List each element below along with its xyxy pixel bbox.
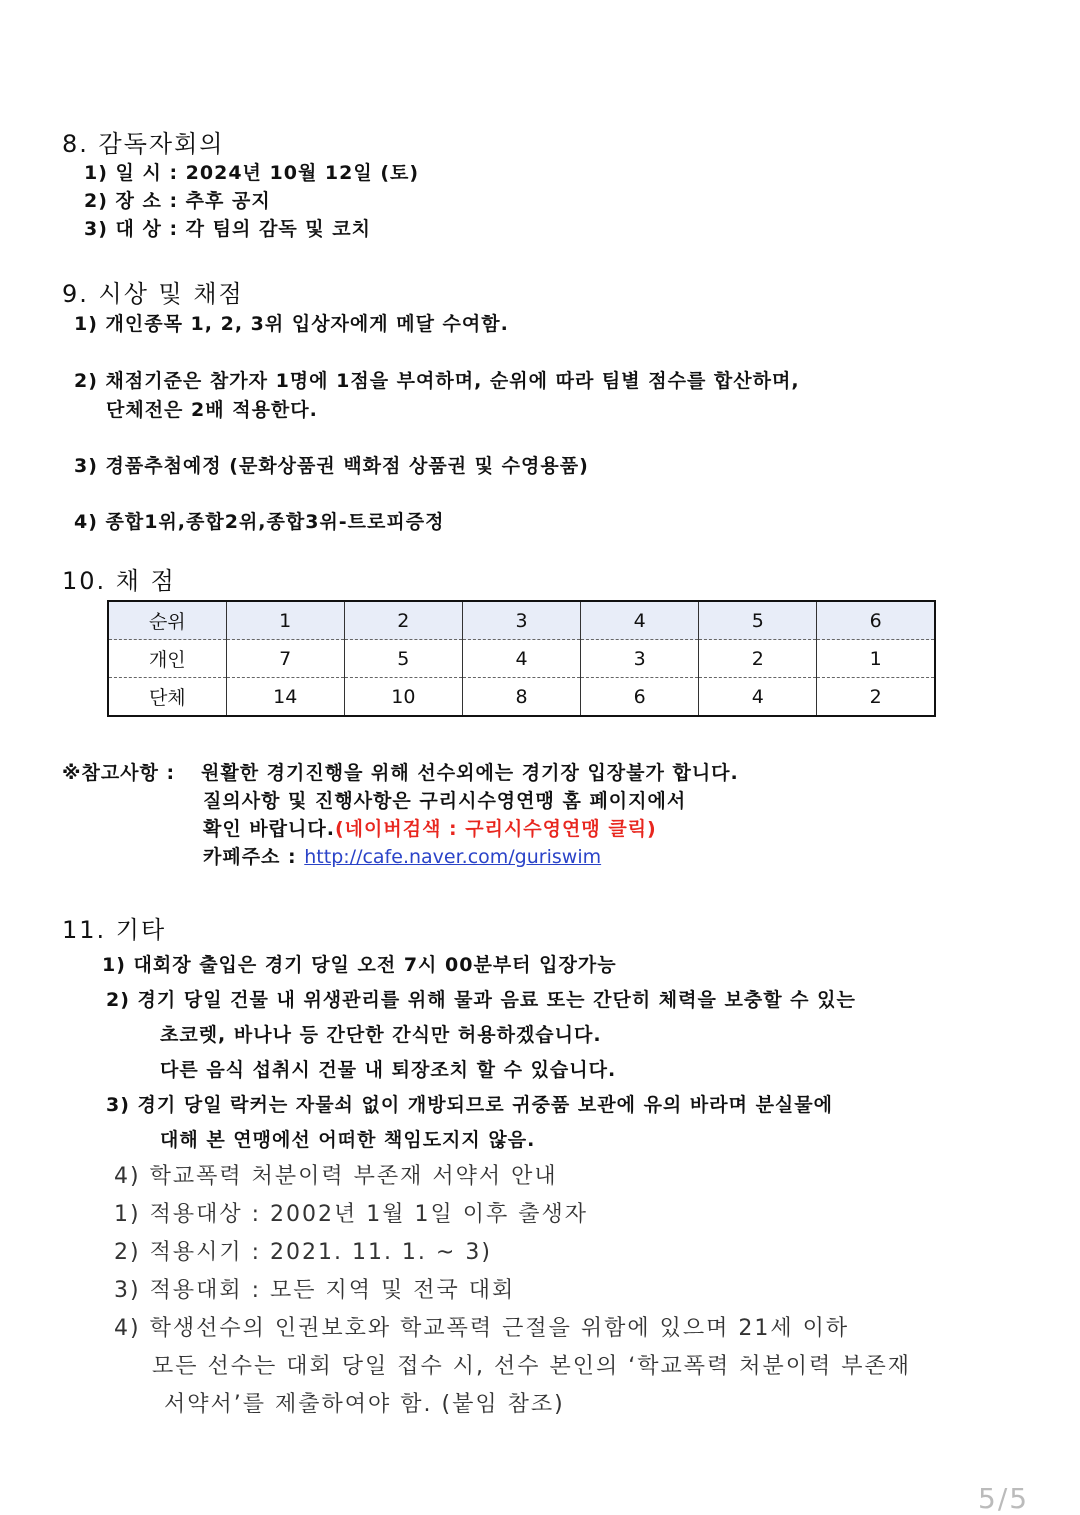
section-11-title: 11. 기타 xyxy=(62,916,167,944)
sec9-item-2: 2) 채점기준은 참가자 1명에 1점을 부여하며, 순위에 따라 팀별 점수를 합산하며, xyxy=(74,370,800,392)
table-cell: 7 xyxy=(226,640,344,678)
table-cell: 14 xyxy=(226,678,344,717)
page-indicator: 5/5 xyxy=(978,1482,1030,1515)
table-cell: 8 xyxy=(462,678,580,717)
table-cell: 단체 xyxy=(108,678,226,717)
sec11-item-2-cont-2: 다른 음식 섭취시 건물 내 퇴장조치 할 수 있습니다. xyxy=(160,1059,617,1081)
sec9-item-4: 4) 종합1위,종합2위,종합3위-트로피증정 xyxy=(74,511,445,533)
note-line-2: 질의사항 및 진행사항은 구리시수영연맹 홈 페이지에서 xyxy=(203,790,687,812)
sec11-item-1: 1) 대회장 출입은 경기 당일 오전 7시 00분부터 입장가능 xyxy=(102,954,617,976)
table-cell: 개인 xyxy=(108,640,226,678)
table-cell: 1 xyxy=(817,640,935,678)
table-cell: 4 xyxy=(699,678,817,717)
note-line-1: 원활한 경기진행을 위해 선수외에는 경기장 입장불가 합니다. xyxy=(201,762,739,784)
cafe-address-label: 카페주소 : xyxy=(203,846,297,868)
table-row xyxy=(108,678,935,717)
notice-item-target: 1) 적용대상 : 2002년 1월 1일 이후 출생자 xyxy=(114,1202,588,1227)
table-cell: 순위 xyxy=(108,601,226,640)
notice-item-competitions: 3) 적용대회 : 모든 지역 및 전국 대회 xyxy=(114,1278,516,1303)
section-8-title: 8. 감독자회의 xyxy=(62,130,225,158)
sec9-item-2-cont: 단체전은 2배 적용한다. xyxy=(106,399,318,421)
table-cell: 10 xyxy=(344,678,462,717)
sec9-item-3: 3) 경품추첨예정 (문화상품권 백화점 상품권 및 수영용품) xyxy=(74,455,589,477)
notice-item-period: 2) 적용시기 : 2021. 11. 1. ~ 3) xyxy=(114,1240,492,1265)
table-cell: 3 xyxy=(581,640,699,678)
table-cell: 4 xyxy=(581,601,699,640)
table-cell: 6 xyxy=(817,601,935,640)
table-cell: 3 xyxy=(462,601,580,640)
sec9-item-1: 1) 개인종목 1, 2, 3위 입상자에게 메달 수여함. xyxy=(74,313,509,335)
table-cell: 6 xyxy=(581,678,699,717)
sec11-item-2: 2) 경기 당일 건물 내 위생관리를 위해 물과 음료 또는 간단히 체력을 보충할 수 있는 xyxy=(106,989,856,1011)
table-header-row xyxy=(108,601,935,640)
table-cell: 2 xyxy=(817,678,935,717)
table-cell: 4 xyxy=(462,640,580,678)
notice-item-purpose: 4) 학생선수의 인권보호와 학교폭력 근절을 위함에 있으며 21세 이하 xyxy=(114,1316,850,1341)
sec8-item-date: 1) 일 시 : 2024년 10월 12일 (토) xyxy=(84,162,420,184)
section-10-title: 10. 채 점 xyxy=(62,567,176,595)
naver-search-hint: (네이버검색 : 구리시수영연맹 클릭) xyxy=(334,818,657,840)
section-9-title: 9. 시상 및 채점 xyxy=(62,280,244,308)
table-cell: 5 xyxy=(344,640,462,678)
note-line-3 xyxy=(203,814,657,841)
table-row xyxy=(108,640,935,678)
table-cell: 1 xyxy=(226,601,344,640)
notice-item-purpose-cont-1: 모든 선수는 대회 당일 접수 시, 선수 본인의 ‘학교폭력 처분이력 부존재 xyxy=(152,1354,911,1379)
sec11-item-3-cont: 대해 본 연맹에선 어떠한 책임도지지 않음. xyxy=(160,1129,536,1151)
table-cell: 2 xyxy=(699,640,817,678)
table-cell: 2 xyxy=(344,601,462,640)
sec11-item-2-cont-1: 초코렛, 바나나 등 간단한 간식만 허용하겠습니다. xyxy=(160,1024,602,1046)
sec8-item-target: 3) 대 상 : 각 팀의 감독 및 코치 xyxy=(84,218,371,240)
note-line-3-text: 확인 바랍니다. xyxy=(203,818,335,840)
table-cell: 5 xyxy=(699,601,817,640)
school-violence-notice-title: 4) 학교폭력 처분이력 부존재 서약서 안내 xyxy=(114,1164,558,1189)
score-table xyxy=(107,600,936,717)
sec11-item-3: 3) 경기 당일 락커는 자물쇠 없이 개방되므로 귀중품 보관에 유의 바라며 분실물에 xyxy=(106,1094,833,1116)
cafe-url-link[interactable]: http://cafe.naver.com/guriswim xyxy=(304,846,602,868)
note-label: ※참고사항 : xyxy=(62,762,176,784)
sec8-item-place: 2) 장 소 : 추후 공지 xyxy=(84,190,271,212)
notice-item-purpose-cont-2: 서약서’를 제출하여야 함. (붙임 참조) xyxy=(164,1392,565,1417)
cafe-address-line xyxy=(203,842,601,869)
